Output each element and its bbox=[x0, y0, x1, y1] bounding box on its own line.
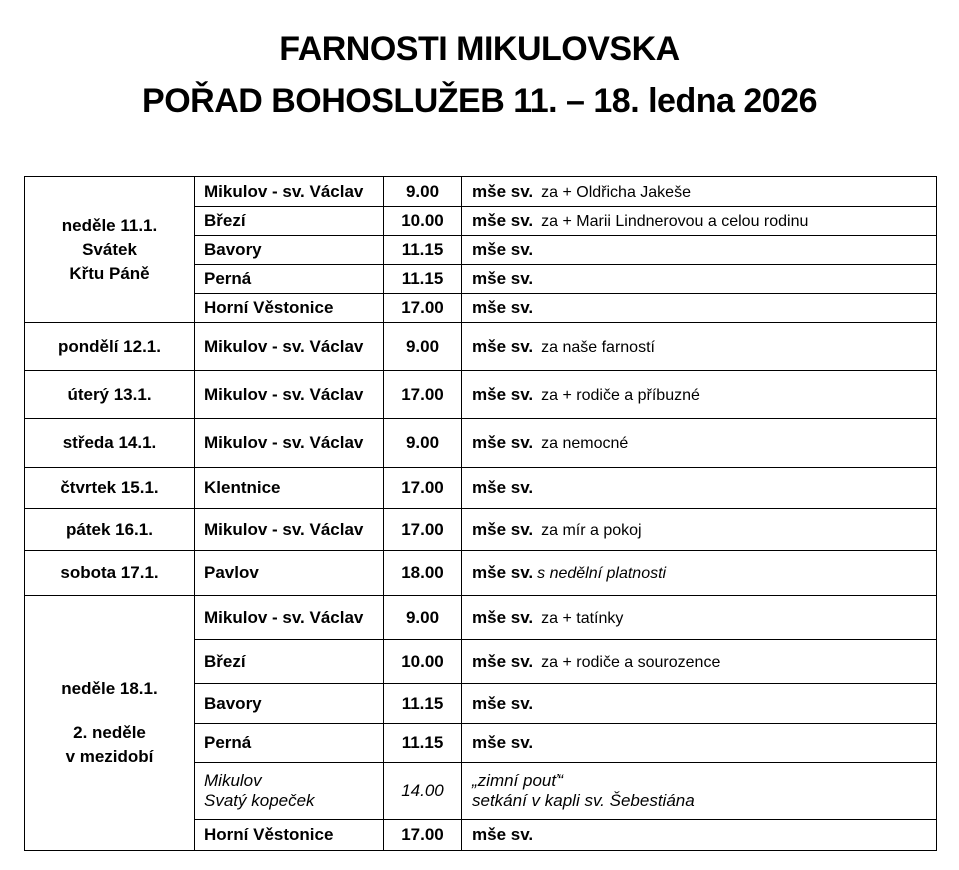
place-cell: Pavlov bbox=[195, 551, 384, 596]
table-row bbox=[25, 323, 937, 371]
time-cell: 17.00 bbox=[384, 820, 462, 851]
service-cell bbox=[462, 684, 937, 724]
place-cell: Perná bbox=[195, 724, 384, 763]
mass-label: mše sv. bbox=[472, 693, 534, 713]
time-cell: 17.00 bbox=[384, 371, 462, 419]
place-cell: Mikulov - sv. Václav bbox=[195, 371, 384, 419]
intention-text: za + tatínky bbox=[541, 609, 624, 627]
intention-text: za + rodiče a sourozence bbox=[541, 653, 721, 671]
mass-label: mše sv. bbox=[472, 211, 534, 230]
time-cell: 11.15 bbox=[384, 684, 462, 724]
service-cell bbox=[462, 468, 937, 509]
service-cell bbox=[462, 509, 937, 551]
place-cell: Mikulov - sv. Václav bbox=[195, 419, 384, 468]
table-row bbox=[25, 177, 937, 207]
service-cell bbox=[462, 236, 937, 265]
service-cell bbox=[462, 177, 937, 207]
table-row bbox=[25, 419, 937, 468]
service-cell bbox=[462, 724, 937, 763]
place-cell: Bavory bbox=[195, 684, 384, 724]
mass-label: mše sv. bbox=[472, 181, 534, 201]
table-row bbox=[25, 468, 937, 509]
time-cell: 11.15 bbox=[384, 724, 462, 763]
place-cell bbox=[195, 763, 384, 820]
time-cell: 11.15 bbox=[384, 265, 462, 294]
time-cell: 10.00 bbox=[384, 207, 462, 236]
place-cell: Mikulov - sv. Václav bbox=[195, 323, 384, 371]
page-title: FARNOSTI MIKULOVSKA bbox=[279, 30, 680, 68]
mass-label: mše sv. bbox=[472, 733, 534, 752]
place-line: Svatý kopeček bbox=[204, 791, 315, 810]
intention-text: za + Oldřicha Jakeše bbox=[541, 183, 691, 201]
place-cell: Horní Věstonice bbox=[195, 820, 384, 851]
place-cell: Horní Věstonice bbox=[195, 294, 384, 323]
place-cell: Mikulov - sv. Václav bbox=[195, 596, 384, 640]
time-cell: 9.00 bbox=[384, 419, 462, 468]
intention-text: s nedělní platnosti bbox=[537, 565, 667, 582]
mass-label: mše sv. bbox=[472, 563, 534, 582]
intention-text: za + rodiče a příbuzné bbox=[541, 386, 700, 404]
mass-label: mše sv. bbox=[472, 825, 534, 844]
place-cell: Mikulov - sv. Václav bbox=[195, 509, 384, 551]
service-cell bbox=[462, 596, 937, 640]
place-line: Mikulov bbox=[204, 771, 262, 790]
intention-text: za + Marii Lindnerovou a celou rodinu bbox=[541, 213, 809, 230]
place-cell: Perná bbox=[195, 265, 384, 294]
table-row bbox=[25, 596, 937, 640]
place-cell: Mikulov - sv. Václav bbox=[195, 177, 384, 207]
mass-label: mše sv. bbox=[472, 433, 534, 452]
service-cell bbox=[462, 371, 937, 419]
page-subtitle: POŘAD BOHOSLUŽEB 11. – 18. ledna 2026 bbox=[142, 82, 817, 120]
mass-label: mše sv. bbox=[472, 336, 534, 356]
time-cell: 9.00 bbox=[384, 177, 462, 207]
day-cell: pondělí 12.1. bbox=[25, 323, 195, 371]
mass-label: mše sv. bbox=[472, 478, 534, 497]
event-description: setkání v kapli sv. Šebestiána bbox=[472, 791, 695, 810]
service-cell bbox=[462, 265, 937, 294]
day-feast-line: Křtu Páně bbox=[69, 263, 150, 283]
place-cell: Bavory bbox=[195, 236, 384, 265]
day-cell: středa 14.1. bbox=[25, 419, 195, 468]
time-cell: 17.00 bbox=[384, 509, 462, 551]
mass-label: mše sv. bbox=[472, 651, 534, 671]
mass-label: mše sv. bbox=[472, 240, 534, 259]
schedule-table bbox=[24, 176, 937, 851]
time-cell: 10.00 bbox=[384, 640, 462, 684]
place-cell: Klentnice bbox=[195, 468, 384, 509]
table-row bbox=[25, 551, 937, 596]
day-cell: čtvrtek 15.1. bbox=[25, 468, 195, 509]
table-row bbox=[25, 509, 937, 551]
service-cell bbox=[462, 419, 937, 468]
spacer bbox=[25, 701, 194, 721]
time-cell: 9.00 bbox=[384, 323, 462, 371]
service-cell bbox=[462, 820, 937, 851]
mass-label: mše sv. bbox=[472, 519, 534, 539]
time-cell: 9.00 bbox=[384, 596, 462, 640]
day-cell bbox=[25, 177, 195, 323]
table-row bbox=[25, 371, 937, 419]
service-cell bbox=[462, 551, 937, 596]
day-name: neděle 11.1. bbox=[61, 215, 158, 235]
place-cell: Březí bbox=[195, 640, 384, 684]
day-feast-line: v mezidobí bbox=[65, 747, 154, 766]
day-feast-line: Svátek bbox=[82, 239, 137, 259]
time-cell: 18.00 bbox=[384, 551, 462, 596]
service-cell bbox=[462, 207, 937, 236]
day-cell bbox=[25, 596, 195, 851]
time-cell: 17.00 bbox=[384, 294, 462, 323]
mass-label: mše sv. bbox=[472, 607, 534, 627]
time-cell: 17.00 bbox=[384, 468, 462, 509]
intention-text: za mír a pokoj bbox=[541, 521, 642, 539]
service-cell bbox=[462, 294, 937, 323]
place-cell: Březí bbox=[195, 207, 384, 236]
service-cell bbox=[462, 763, 937, 820]
mass-label: mše sv. bbox=[472, 269, 534, 288]
intention-text: za naše farností bbox=[541, 338, 655, 356]
day-cell: pátek 16.1. bbox=[25, 509, 195, 551]
intention-text: za nemocné bbox=[541, 435, 629, 452]
event-title: „zimní pouť“ bbox=[472, 771, 564, 790]
day-name: neděle 18.1. bbox=[61, 679, 158, 698]
time-cell: 14.00 bbox=[384, 763, 462, 820]
day-feast-line: 2. neděle bbox=[73, 723, 146, 742]
time-cell: 11.15 bbox=[384, 236, 462, 265]
service-cell bbox=[462, 640, 937, 684]
day-cell: sobota 17.1. bbox=[25, 551, 195, 596]
mass-label: mše sv. bbox=[472, 384, 534, 404]
mass-label: mše sv. bbox=[472, 298, 534, 317]
day-cell: úterý 13.1. bbox=[25, 371, 195, 419]
service-cell bbox=[462, 323, 937, 371]
